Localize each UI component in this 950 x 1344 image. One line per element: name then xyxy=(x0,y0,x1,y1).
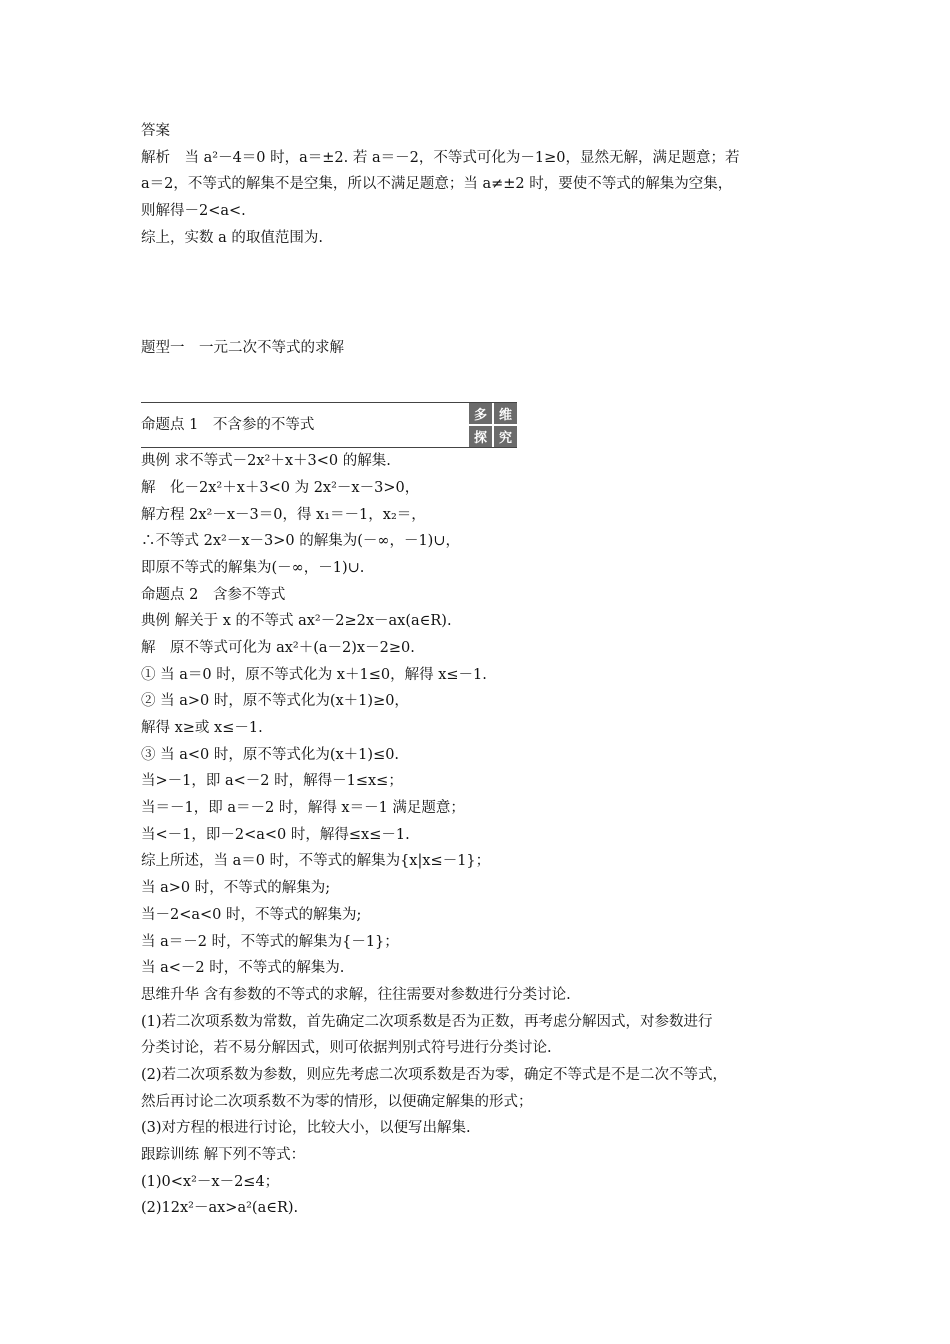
body-line: 跟踪训练 解下列不等式： xyxy=(141,1147,306,1163)
body-line: 分类讨论，若不易分解因式，则可依据判别式符号进行分类讨论. xyxy=(141,1040,552,1057)
body-line: 当＝－1，即 a＝－2 时，解得 x＝－1 满足题意； xyxy=(141,800,465,817)
section-title: 题型一 一元二次不等式的求解 xyxy=(141,340,344,357)
body-line: 当 a>0 时，不等式的解集为; xyxy=(141,880,331,897)
analysis-line-1: 解析 当 a²－4＝0 时，a＝±2. 若 a＝－2，不等式可化为－1≥0，显然无解，满足题意；若 xyxy=(141,149,740,166)
body-line: 思维升华 含有参数的不等式的求解，往往需要对参数进行分类讨论. xyxy=(141,986,571,1003)
document-page xyxy=(141,118,821,1222)
body-line: ③ 当 a<0 时，原不等式化为(x＋1)≤0. xyxy=(141,746,400,763)
body-line: 解得 x≥或 x≤－1. xyxy=(141,720,263,736)
subtopic-heading: 命题点 2 含参不等式 xyxy=(141,586,286,603)
analysis-line-2: a＝2，不等式的解集不是空集，所以不满足题意；当 a≠±2 时，要使不等式的解集为空集， xyxy=(141,176,733,193)
topic-banner-label: 命题点 1 不含参的不等式 xyxy=(141,417,315,434)
body-line: 当 a<－2 时，不等式的解集为. xyxy=(141,960,345,977)
body-line: 解方程 2x²－x－3＝0，得 x₁＝－1，x₂＝， xyxy=(141,506,426,523)
body-line: 当 a＝－2 时，不等式的解集为{－1}； xyxy=(141,933,399,950)
body-line: (2)若二次项系数为参数，则应先考虑二次项系数是否为零，确定不等式是不是二次不等式， xyxy=(141,1066,728,1083)
analysis-line-3: 则解得－2<a<. xyxy=(141,203,246,220)
badge-char: 多 xyxy=(469,403,492,424)
body-line: 当<－1，即－2<a<0 时，解得≤x≤－1. xyxy=(141,826,410,843)
body-line: ② 当 a>0 时，原不等式化为(x＋1)≥0， xyxy=(141,693,409,710)
badge-char: 探 xyxy=(469,426,492,447)
body-line: 典例 求不等式－2x²＋x＋3<0 的解集. xyxy=(141,453,391,470)
badge-char: 维 xyxy=(494,403,517,424)
answer-heading: 答案 xyxy=(141,123,170,139)
body-line: (1)若二次项系数为常数，首先确定二次项系数是否为正数，再考虑分解因式，对参数进行 xyxy=(141,1013,713,1030)
body-line: (2)12x²－ax>a²(a∈R). xyxy=(141,1200,299,1217)
conclusion-line: 综上，实数 a 的取值范围为. xyxy=(141,229,323,246)
body-line: 即原不等式的解集为(－∞，－1)∪. xyxy=(141,559,365,576)
body-line: 综上所述，当 a＝0 时，不等式的解集为{x|x≤－1}； xyxy=(141,853,491,870)
body-line: ∴不等式 2x²－x－3>0 的解集为(－∞，－1)∪， xyxy=(141,533,460,550)
body-line: 然后再讨论二次项系数不为零的情形，以便确定解集的形式； xyxy=(141,1093,533,1110)
body-line: (3)对方程的根进行讨论，比较大小，以便写出解集. xyxy=(141,1120,471,1137)
badge-char: 究 xyxy=(494,426,517,447)
body-line: 解 化－2x²＋x＋3<0 为 2x²－x－3>0， xyxy=(141,479,420,496)
multi-explore-badge xyxy=(469,403,517,447)
body-line: 解 原不等式可化为 ax²＋(a－2)x－2≥0. xyxy=(141,639,415,656)
body-line: (1)0<x²－x－2≤4； xyxy=(141,1173,280,1190)
topic-banner xyxy=(141,402,517,448)
body-line: 典例 解关于 x 的不等式 ax²－2≥2x－ax(a∈R). xyxy=(141,613,452,630)
body-line: 当>－1，即 a<－2 时，解得－1≤x≤； xyxy=(141,773,403,790)
body-line: 当－2<a<0 时，不等式的解集为; xyxy=(141,906,362,923)
body-line: ① 当 a＝0 时，原不等式化为 x＋1≤0，解得 x≤－1. xyxy=(141,666,487,683)
